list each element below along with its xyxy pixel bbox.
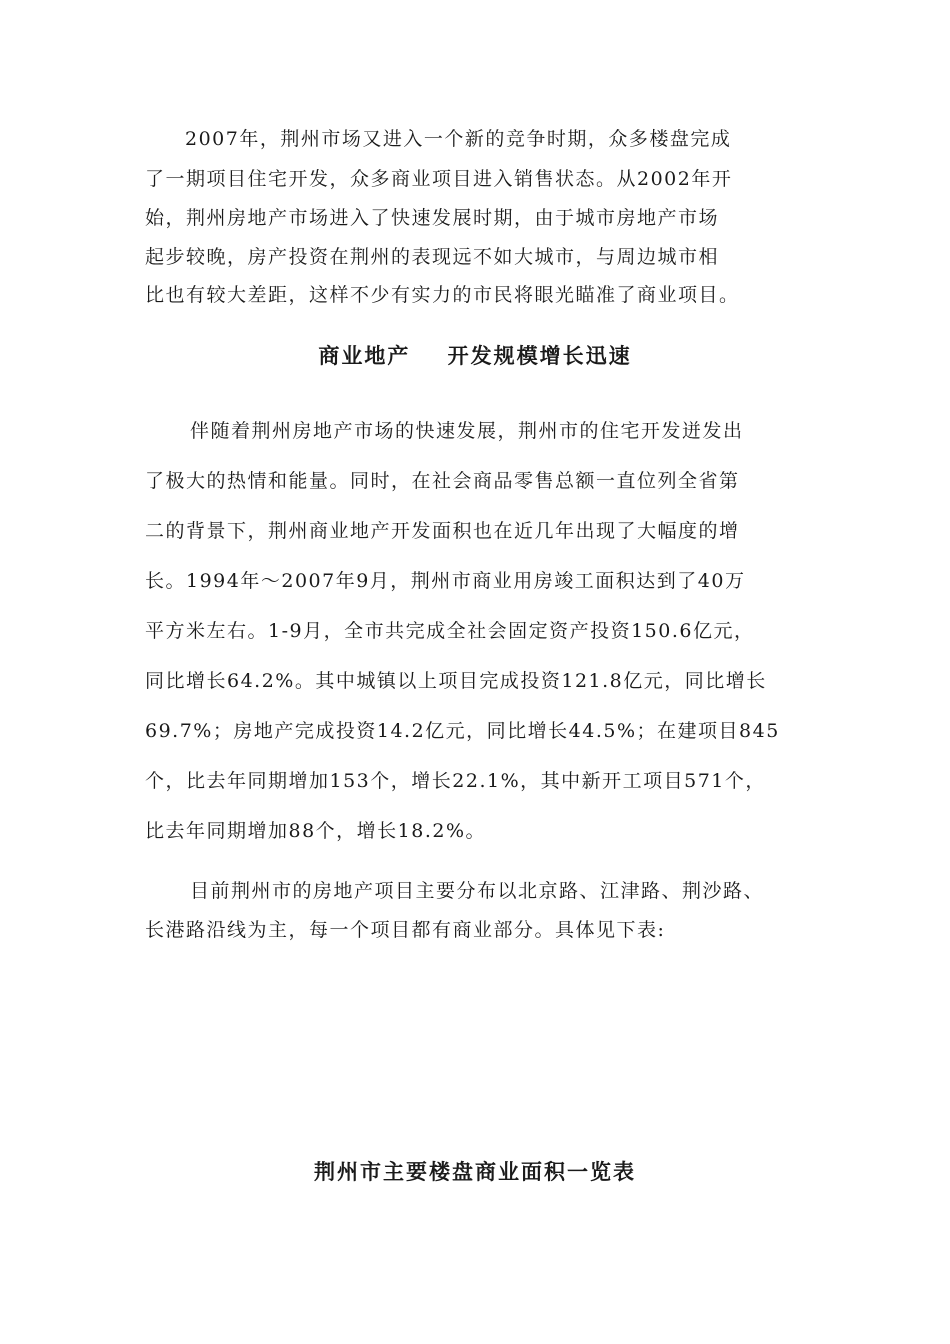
paragraph-2-line-8: 个，比去年同期增加153个，增长22.1%，其中新开工项目571个，: [145, 770, 766, 792]
paragraph-1-line-2: 了一期项目住宅开发，众多商业项目进入销售状态。从2002年开: [145, 168, 733, 190]
paragraph-1-line-3: 始，荆州房地产市场进入了快速发展时期，由于城市房地产市场: [145, 207, 720, 229]
paragraph-2-line-6: 同比增长64.2%。其中城镇以上项目完成投资121.8亿元，同比增长: [145, 670, 767, 692]
paragraph-1-line-5: 比也有较大差距，这样不少有实力的市民将眼光瞄准了商业项目。: [145, 284, 740, 306]
paragraph-2-line-5: 平方米左右。1-9月，全市共完成全社会固定资产投资150.6亿元，: [145, 620, 755, 642]
paragraph-2-line-7: 69.7%；房地产完成投资14.2亿元，同比增长44.5%；在建项目845: [145, 720, 780, 742]
paragraph-3-line-2: 长港路沿线为主，每一个项目都有商业部分。具体见下表:: [145, 919, 666, 941]
paragraph-2-line-9: 比去年同期增加88个，增长18.2%。: [145, 820, 487, 842]
paragraph-2-line-4: 长。1994年～2007年9月，荆州市商业用房竣工面积达到了40万: [145, 570, 746, 592]
paragraph-3-line-1: 目前荆州市的房地产项目主要分布以北京路、江津路、荆沙路、: [190, 880, 765, 902]
table-title: 荆州市主要楼盘商业面积一览表: [314, 1159, 636, 1184]
paragraph-1-line-4: 起步较晚，房产投资在荆州的表现远不如大城市，与周边城市相: [145, 246, 720, 268]
paragraph-1-line-1: 2007年，荆州市场又进入一个新的竞争时期，众多楼盘完成: [185, 128, 732, 150]
paragraph-2-line-1: 伴随着荆州房地产市场的快速发展，荆州市的住宅开发迸发出: [190, 420, 744, 442]
paragraph-2-line-2: 了极大的热情和能量。同时，在社会商品零售总额一直位列全省第: [145, 470, 740, 492]
paragraph-2-line-3: 二的背景下，荆州商业地产开发面积也在近几年出现了大幅度的增: [145, 520, 740, 542]
section-heading: 商业地产 开发规模增长迅速: [318, 343, 632, 368]
